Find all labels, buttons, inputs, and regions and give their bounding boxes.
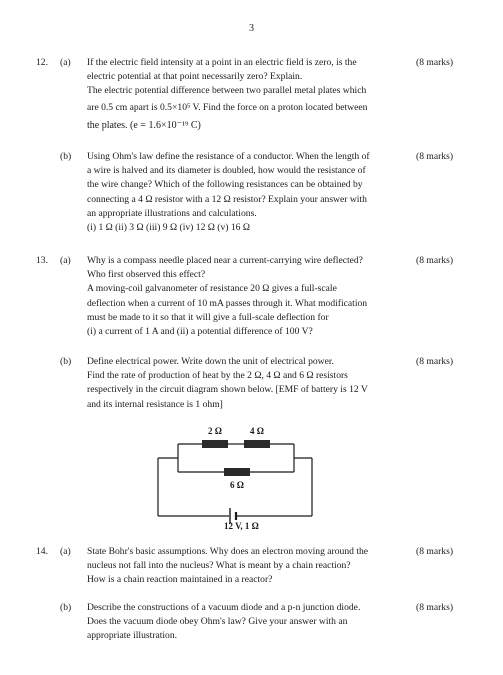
resistor-4ohm [244, 440, 270, 448]
text-line: connecting a 4 Ω resistor with a 12 Ω resistor? Explain your answer with [87, 193, 367, 205]
text-line: State Bohr's basic assumptions. Why does an electron moving around the [87, 546, 369, 557]
question-13b-marks: (8 marks) [416, 356, 454, 367]
question-12a-text [87, 56, 405, 133]
text-line: are 0.5 cm apart is 0.5×10⁵ V. Find the force on a proton located between [87, 101, 368, 113]
text-line: the wire change? Which of the following resistances can be obtained by [87, 179, 363, 191]
question-13a-text [87, 254, 405, 339]
text-line: Find the rate of production of heat by the 2 Ω, 4 Ω and 6 Ω resistors [87, 370, 348, 382]
text-line: Who first observed this effect? [87, 269, 206, 281]
text-line: an appropriate illustrations and calculations. [87, 207, 257, 219]
question-13-number: 13. [36, 255, 48, 266]
question-12b-label: (b) [60, 151, 72, 162]
text-line: electric potential at that point necessarily zero? Explain. [87, 71, 303, 83]
text-line: the plates. (e = 1.6×10⁻¹⁹ C) [87, 119, 201, 131]
question-14b-text [87, 601, 405, 644]
text-line: nucleus not fall into the nucleus? What is meant by a chain reaction? [87, 560, 351, 572]
text-line: The electric potential difference between two parallel metal plates which [87, 85, 367, 97]
text-line: (i) a current of 1 A and (ii) a potential difference of 100 V? [87, 326, 313, 338]
text-line: Why is a compass needle placed near a current-carrying wire deflected? [87, 255, 363, 266]
resistor-6ohm-label: 6 Ω [230, 480, 244, 490]
question-12b-text [87, 150, 405, 235]
text-line: (i) 1 Ω (ii) 3 Ω (iii) 9 Ω (iv) 12 Ω (v) 16 Ω [87, 222, 251, 234]
question-13a-label: (a) [60, 255, 71, 266]
text-line: appropriate illustration. [87, 630, 178, 642]
question-12b-marks: (8 marks) [416, 151, 454, 162]
text-line: respectively in the circuit diagram shown below. [EMF of battery is 12 V [87, 384, 368, 396]
question-14a-text [87, 545, 405, 588]
question-12a-label: (a) [60, 57, 71, 68]
question-13a-marks: (8 marks) [416, 255, 454, 266]
question-12-number: 12. [36, 57, 48, 68]
text-line: must be made to it so that it will give a full-scale deflection for [87, 311, 329, 323]
question-14b-label: (b) [60, 602, 72, 613]
text-line: How is a chain reaction maintained in a reactor? [87, 574, 273, 586]
question-14b-marks: (8 marks) [416, 602, 454, 613]
text-line: If the electric field intensity at a point in an electric field is zero, is the [87, 57, 357, 68]
page-number: 3 [249, 23, 254, 34]
battery-label: 12 V, 1 Ω [224, 521, 259, 531]
text-line: deflection when a current of 10 mA passes through it. What modification [87, 297, 368, 309]
question-14a-marks: (8 marks) [416, 546, 454, 557]
resistor-6ohm [224, 468, 250, 476]
question-14-number: 14. [36, 546, 48, 557]
text-line: and its internal resistance is 1 ohm] [87, 398, 223, 410]
question-12a-marks: (8 marks) [416, 57, 454, 68]
text-line: Describe the constructions of a vacuum diode and a p-n junction diode. [87, 602, 361, 613]
question-13b-label: (b) [60, 356, 72, 367]
resistor-2ohm-label: 2 Ω [208, 426, 222, 436]
circuit-diagram [150, 428, 320, 534]
text-line: Define electrical power. Write down the unit of electrical power. [87, 356, 334, 367]
text-line: Using Ohm's law define the resistance of a conductor. When the length of [87, 151, 370, 162]
question-14a-label: (a) [60, 546, 71, 557]
resistor-2ohm [202, 440, 228, 448]
text-line: Does the vacuum diode obey Ohm's law? Give your answer with an [87, 616, 348, 628]
question-13b-text [87, 355, 405, 412]
resistor-4ohm-label: 4 Ω [250, 426, 264, 436]
text-line: A moving-coil galvanometer of resistance 20 Ω gives a full-scale [87, 283, 337, 295]
text-line: a wire is halved and its diameter is doubled, how would the resistance of [87, 165, 366, 177]
